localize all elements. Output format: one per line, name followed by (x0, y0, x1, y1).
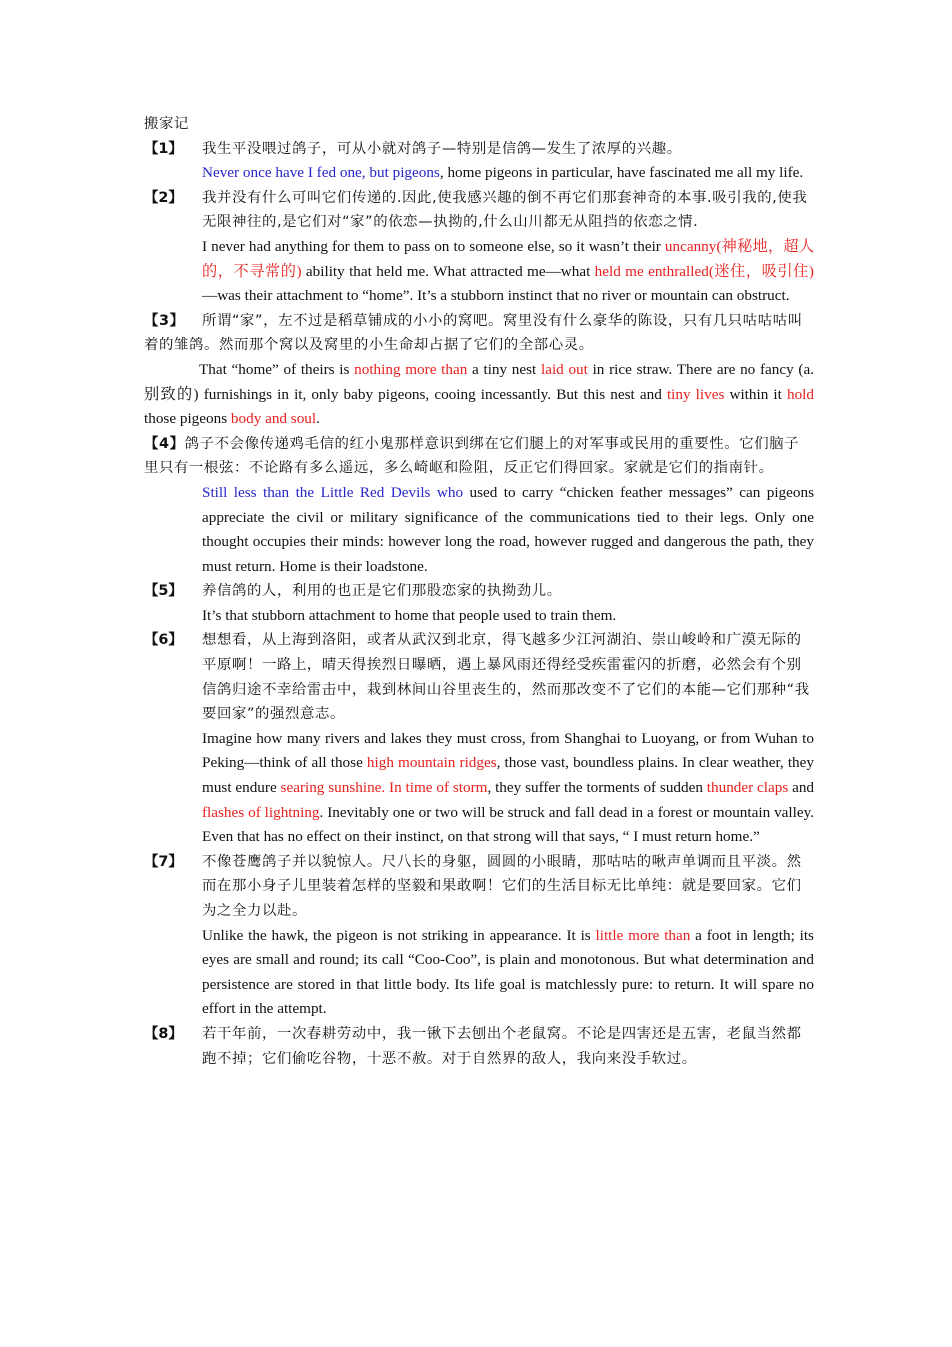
highlight-red: searing sunshine. In time of storm (280, 779, 488, 797)
paragraph-number: 【8】 (144, 1025, 183, 1042)
english-segment: ability that held me. What attracted me—what (301, 262, 595, 280)
highlight-red: flashes of lightning (202, 803, 320, 821)
english-segment: . Inevitably one or two will be struck and fall dead in a forest or mountain valley. Even that has no effect on their instinct, on that strong will that says, “ I must return home.” (202, 803, 815, 846)
chinese-text: 鸽子不会像传递鸡毛信的红小鬼那样意识到绑在它们腿上的对军事或民用的重要性。它们脑子里只有一根弦：不论路有多么遥远，多么崎岖和险阻，反正它们得回家。家就是它们的指南针。 (144, 435, 800, 477)
english-text (202, 727, 814, 850)
paragraph-5 (144, 579, 814, 628)
paragraph-4 (144, 432, 814, 580)
chinese-text: 我生平没喂过鸽子，可从小就对鸽子—特别是信鸽—发生了浓厚的兴趣。 (202, 140, 682, 157)
document-title: 搬家记 (144, 116, 189, 132)
highlight-red: tiny lives (666, 385, 725, 403)
english-segment: a foot in length; its eyes are small and round; its call “Coo-Coo”, is plain and monotonous. But what determination and persistence are stored in that little body. Its life goal is matchlessly pure: to return. It will spare no effort in the attempt. (202, 926, 814, 1018)
highlight-red: thunder claps (706, 779, 789, 797)
english-text (202, 924, 814, 1022)
english-segment: , home pigeons in particular, have fascinated me all my life. (439, 164, 804, 182)
paragraph-number: 【2】 (144, 189, 183, 206)
english-text (202, 161, 814, 186)
english-text: It’s that stubborn attachment to home that people used to train them. (202, 606, 617, 624)
highlight-red: held me enthralled(迷住，吸引住) (594, 262, 814, 280)
paragraph-number: 【1】 (144, 140, 183, 157)
english-segment: —was their attachment to “home”. It’s a stubborn instinct that no river or mountain can obstruct. (202, 287, 790, 305)
highlight-red: little more than (595, 926, 691, 944)
english-segment: , those vast, boundless plains. In clear weather, they must endure (202, 754, 814, 797)
highlight-red: nothing more than (354, 360, 468, 378)
paragraph-number: 【5】 (144, 583, 183, 600)
chinese-text: 养信鸽的人，利用的也正是它们那股恋家的执拗劲儿。 (202, 583, 562, 600)
english-text (144, 481, 814, 579)
highlight-blue: Never once have I fed one, but pigeons (202, 164, 440, 182)
paragraph-3 (144, 309, 814, 432)
chinese-text: 若干年前，一次春耕劳动中，我一锹下去刨出个老鼠窝。不论是四害还是五害，老鼠当然都跑不掉；它们偷吃谷物，十恶不赦。对于自然界的敌人，我向来没手软过。 (202, 1025, 802, 1067)
highlight-red: uncanny(神秘地，超人的，不寻常的) (202, 237, 815, 280)
chinese-text: 所谓“家”，左不过是稻草铺成的小小的窝吧。窝里没有什么豪华的陈设，只有几只咕咕咕叫着的雏鸽。然而那个窝以及窝里的小生命却占据了它们的全部心灵。 (144, 312, 803, 354)
english-text (144, 358, 814, 432)
english-segment: and (788, 779, 815, 797)
english-segment: That “home” of theirs is (199, 360, 355, 378)
paragraph-number: 【7】 (144, 853, 183, 870)
paragraph-1 (144, 137, 814, 186)
english-segment: , they suffer the torments of sudden (487, 779, 707, 797)
paragraph-7 (144, 850, 814, 1022)
english-segment: those pigeons (144, 410, 231, 428)
paragraph-number: 【6】 (144, 632, 183, 649)
highlight-red: high mountain ridges (366, 754, 497, 772)
chinese-text: 想想看，从上海到洛阳，或者从武汉到北京，得飞越多少江河湖泊、崇山峻岭和广漠无际的平原啊！一路上，晴天得挨烈日曝晒，遇上暴风雨还得经受疾雷霍闪的折磨，必然会有个别信鸽归途不幸给雷击中，栽到林间山谷里丧生的，然而那改变不了它们的本能—它们那种“我要回家”的强烈意志。 (202, 632, 810, 723)
paragraph-number: 【3】 (144, 312, 185, 329)
english-text (202, 235, 814, 309)
highlight-blue: Still less than the Little Red Devils who (202, 483, 464, 501)
english-segment: Imagine how many rivers and lakes they must cross, from Shanghai to Luoyang, or from Wuhan to Peking—think of all those (202, 729, 814, 772)
paragraph-8 (144, 1022, 814, 1071)
english-segment: . (316, 410, 320, 428)
highlight-red: body and soul (230, 410, 317, 428)
paragraph-number: 【4】 (144, 435, 185, 452)
document-page (144, 112, 814, 1071)
english-segment: I never had anything for them to pass on to someone else, so it wasn’t their (202, 237, 665, 255)
english-segment: a tiny nest (467, 360, 541, 378)
highlight-red: hold (786, 385, 814, 403)
english-segment: in rice straw. There are no fancy (a. 别致的) furnishings in it, only baby pigeons, cooing incessantly. But this nest and (144, 360, 815, 403)
english-segment: used to carry “chicken feather messages” can pigeons appreciate the civil or military significance of the communications tied to their legs. Only one thought occupies their minds: however long the road, however rugged and dangerous the path, they must return. Home is their loadstone. (202, 483, 814, 575)
paragraph-6 (144, 628, 814, 849)
english-segment: within it (724, 385, 787, 403)
chinese-text: 我并没有什么可叫它们传递的.因此,使我感兴趣的倒不再它们那套神奇的本事.吸引我的,使我无限神往的,是它们对“家”的依恋—执拗的,什么山川都无从阻挡的依恋之情. (202, 189, 808, 231)
chinese-text: 不像苍鹰鸽子并以貌惊人。尺八长的身躯，圆圆的小眼睛，那咕咕的啾声单调而且平淡。然而在那小身子儿里装着怎样的坚毅和果敢啊！它们的生活目标无比单纯：就是要回家。它们为之全力以赴。 (202, 853, 802, 919)
paragraph-2 (144, 186, 814, 309)
english-segment: Unlike the hawk, the pigeon is not striking in appearance. It is (202, 926, 596, 944)
highlight-red: laid out (540, 360, 588, 378)
